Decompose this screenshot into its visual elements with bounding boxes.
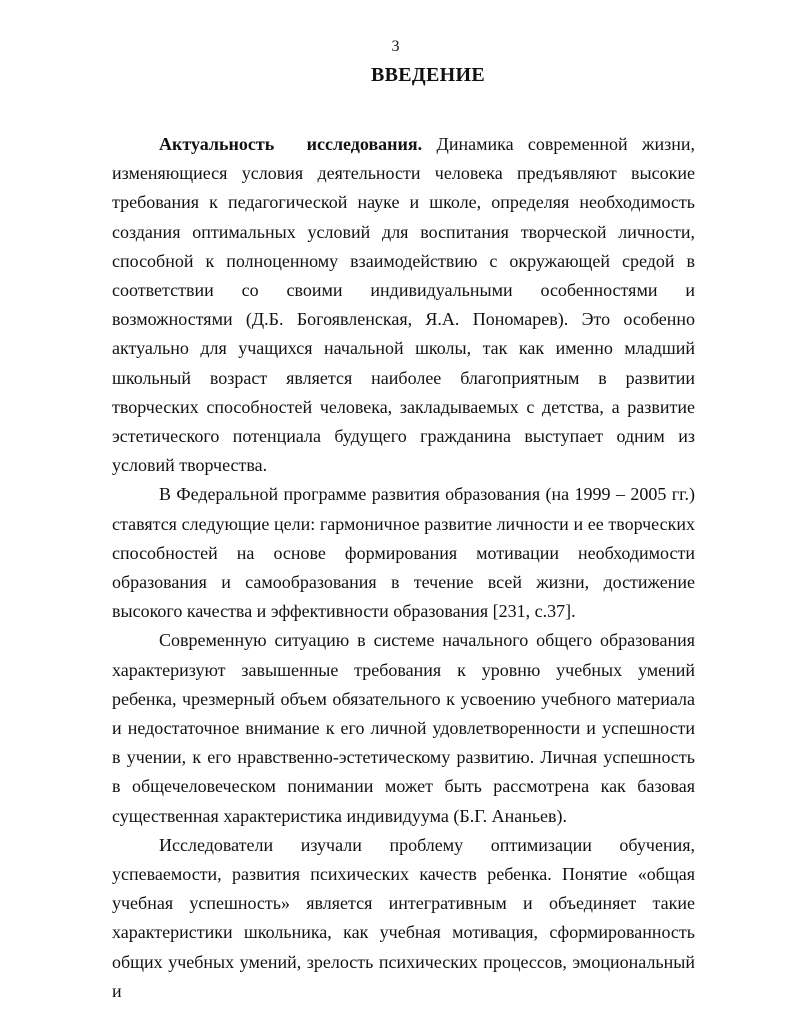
page-title: ВВЕДЕНИЕ <box>371 64 485 86</box>
paragraph-researchers: Исследователи изучали проблему оптимизации обучения, успеваемости, развития психических качеств ребенка. Понятие «общая учебная успешность» является интегративным и объединяет такие характеристики школьника, как учебная мотивация, сформированность общих учебных умений, зрелость психических процессов, эмоциональный и <box>112 834 695 1001</box>
paragraph-federal-program: В Федеральной программе развития образования (на 1999 – 2005 гг.) ставятся следующие цели: гармоничное развитие личности и ее творческих способностей на основе формирования мотивации необходимости образования и самообразования в течение всей жизни, достижение высокого качества и эффективности образования [231, с.37]. <box>112 484 695 622</box>
paragraph-lead: Актуальность исследования. <box>159 134 423 154</box>
paragraph-current-situation: Современную ситуацию в системе начального общего образования характеризуют завышенные требования к уровню учебных умений ребенка, чрезмерный объем обязательного к усвоению учебного материала и недостаточное внимание к его личной удовлетворенности и успешности в учении, к его нравственно-эстетическому развитию. Личная успешность в общечеловеческом понимании может быть рассмотрена как базовая существенная характеристика индивидуума (Б.Г. Ананьев). <box>112 630 695 826</box>
paragraph-text: Динамика современной жизни, изменяющиеся условия деятельности человека предъявляют высокие требования к педагогической науке и школе, определяя необходимость создания оптимальных условий для воспитания творческой личности, способной к полноценному взаимодействию с окружающей средой в соответствии со своими индивидуальными особенностями и возможностями (Д.Б. Богоявленская, Я.А. Пономарев). Это особенно актуально для учащихся начальной школы, так как именно младший школьный возраст является наиболее благоприятным в развитии творческих способностей человека, закладываемых с детства, а развитие эстетического потенциала будущего гражданина выступает одним из условий творчества. <box>112 134 695 476</box>
paragraph-relevance <box>112 130 695 480</box>
page-number: 3 <box>391 38 400 55</box>
body-text <box>112 130 695 1006</box>
